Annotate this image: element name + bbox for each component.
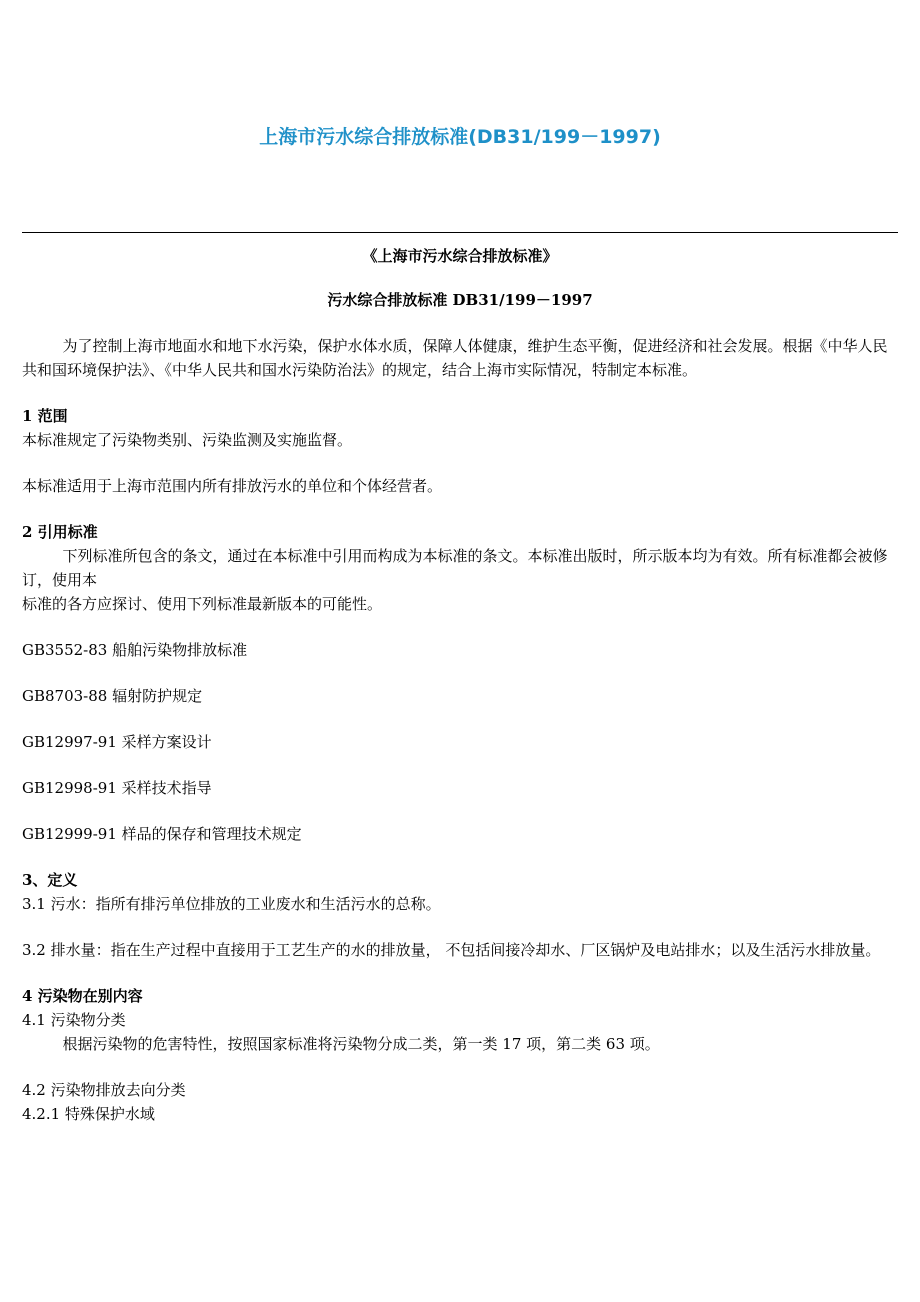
reference-item: GB12997-91 采样方案设计 <box>22 733 212 751</box>
standard-header-title: 《上海市污水综合排放标准》 <box>362 247 558 265</box>
reference-item: GB12998-91 采样技术指导 <box>22 779 212 797</box>
scope-paragraph-2: 本标准适用于上海市范围内所有排放污水的单位和个体经营者。 <box>22 477 443 495</box>
document-body <box>22 244 898 1126</box>
section-heading-references: 2 引用标准 <box>22 523 98 541</box>
subsection-discharge-destination: 4.2 污染物排放去向分类 <box>22 1081 186 1099</box>
standard-subtitle: 污水综合排放标准 DB31/199－1997 <box>327 291 593 309</box>
references-paragraph-1: 下列标准所包含的条文，通过在本标准中引用而构成为本标准的条文。本标准出版时，所示版本均为有效。所有标准都会被修订，使用本 <box>22 547 888 589</box>
reference-item: GB8703-88 辐射防护规定 <box>22 687 203 705</box>
subsection-special-protected-waters: 4.2.1 特殊保护水域 <box>22 1105 155 1123</box>
subsection-pollutant-classification: 4.1 污染物分类 <box>22 1011 126 1029</box>
reference-item: GB12999-91 样品的保存和管理技术规定 <box>22 825 302 843</box>
intro-paragraph: 为了控制上海市地面水和地下水污染，保护水体水质，保障人体健康，维护生态平衡，促进经济和社会发展。根据《中华人民共和国环境保护法》、《中华人民共和国水污染防治法》的规定，结合上海市实际情况，特制定本标准。 <box>22 337 888 379</box>
definition-discharge-volume: 3.2 排水量：指在生产过程中直接用于工艺生产的水的排放量， 不包括间接冷却水、厂区锅炉及电站排水；以及生活污水排放量。 <box>22 941 881 959</box>
references-paragraph-2: 标准的各方应探讨、使用下列标准最新版本的可能性。 <box>22 595 383 613</box>
section-heading-pollutants: 4 污染物在别内容 <box>22 987 143 1005</box>
reference-item: GB3552-83 船舶污染物排放标准 <box>22 641 248 659</box>
section-heading-scope: 1 范围 <box>22 407 68 425</box>
section-heading-definitions: 3、定义 <box>22 871 78 889</box>
scope-paragraph-1: 本标准规定了污染物类别、污染监测及实施监督。 <box>22 431 353 449</box>
horizontal-divider <box>22 232 898 233</box>
pollutant-classification-text: 根据污染物的危害特性，按照国家标准将污染物分成二类，第一类 17 项，第二类 63 项。 <box>62 1035 660 1053</box>
definition-sewage: 3.1 污水：指所有排污单位排放的工业废水和生活污水的总称。 <box>22 895 441 913</box>
document-title: 上海市污水综合排放标准(DB31/199－1997) <box>259 126 661 148</box>
